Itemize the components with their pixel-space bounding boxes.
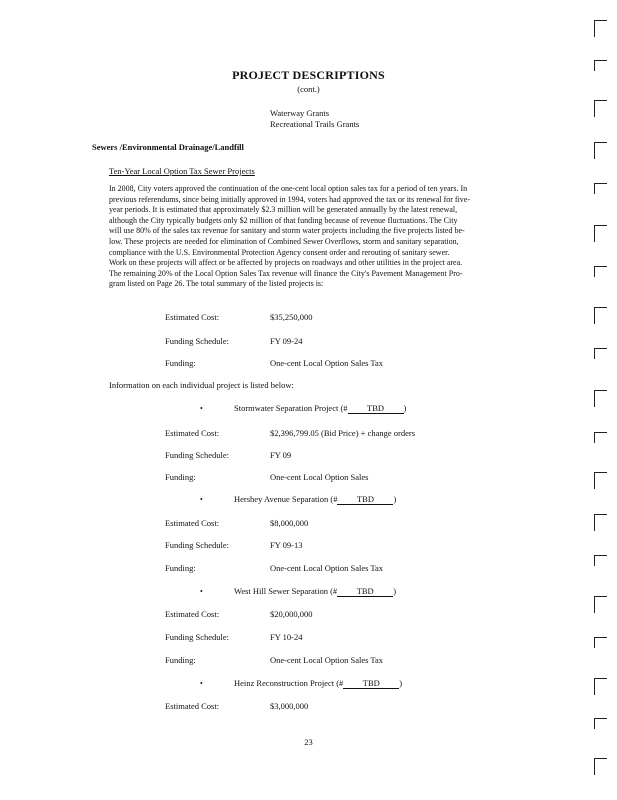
binder-tab-mark — [594, 472, 607, 489]
project-close: ) — [393, 586, 397, 596]
paragraph-line: although the City typically budgets only $2 million of that funding because of revenue fluctuations. The City — [109, 215, 458, 225]
project-close: ) — [393, 494, 397, 504]
project-name: Heinz Reconstruction Project (# — [234, 678, 344, 688]
binder-tab-mark — [594, 100, 607, 117]
project-funding-value: One-cent Local Option Sales — [270, 472, 369, 482]
summary-funding-value: One-cent Local Option Sales Tax — [270, 358, 384, 368]
project-tbd: TBD — [348, 403, 404, 414]
binder-tab-mark — [594, 514, 607, 531]
project-schedule-label: Funding Schedule: — [165, 540, 229, 550]
project-name: Stormwater Separation Project (# — [234, 403, 348, 413]
project-close: ) — [399, 678, 403, 688]
project-name: Hershey Avenue Separation (# — [234, 494, 338, 504]
binder-tab-mark — [594, 718, 607, 729]
intro-paragraph — [109, 184, 562, 290]
summary-funding-label: Funding: — [165, 358, 196, 368]
paragraph-line: Work on these projects will affect or be affected by projects on roadways and other utilities in the project area. — [109, 258, 463, 268]
project-funding-label: Funding: — [165, 472, 196, 482]
info-line: Information on each individual project is listed below: — [109, 380, 294, 390]
binder-tab-mark — [594, 266, 607, 277]
project-cost-value: $8,000,000 — [270, 518, 309, 528]
project-title — [234, 678, 402, 689]
page-subtitle: (cont.) — [297, 84, 320, 94]
bullet-dot-icon: • — [200, 679, 203, 688]
binder-tab-mark — [594, 596, 607, 613]
project-schedule-label: Funding Schedule: — [165, 632, 229, 642]
binder-tab-mark — [594, 183, 607, 194]
project-schedule-label: Funding Schedule: — [165, 450, 229, 460]
project-tbd: TBD — [343, 678, 399, 689]
project-title — [234, 586, 396, 597]
project-funding-value: One-cent Local Option Sales Tax — [270, 655, 384, 665]
project-cost-value: $20,000,000 — [270, 609, 313, 619]
binder-tab-mark — [594, 678, 607, 695]
paragraph-line: compliance with the U.S. Environmental Protection Agency consent order and rerouting of sanitary sewer. — [109, 247, 450, 257]
bullet-dot-icon: • — [200, 404, 203, 413]
binder-tab-mark — [594, 432, 607, 443]
project-name: West Hill Sewer Separation (# — [234, 586, 338, 596]
paragraph-line: In 2008, City voters approved the continuation of the one-cent local option sales tax for a period of ten years. In — [109, 184, 468, 193]
project-schedule-value: FY 09 — [270, 450, 292, 460]
summary-schedule-value: FY 09-24 — [270, 336, 303, 346]
grant-item: Waterway Grants — [270, 108, 330, 118]
page-title: PROJECT DESCRIPTIONS — [232, 68, 385, 82]
project-title — [234, 494, 396, 505]
project-cost-value: $3,000,000 — [270, 701, 309, 711]
summary-cost-value: $35,250,000 — [270, 312, 313, 322]
binder-tab-mark — [594, 225, 607, 242]
binder-tab-mark — [594, 20, 607, 37]
project-close: ) — [403, 403, 407, 413]
project-cost-label: Estimated Cost: — [165, 428, 220, 438]
binder-tab-mark — [594, 348, 607, 359]
bullet-dot-icon: • — [200, 587, 203, 596]
project-tbd: TBD — [337, 586, 393, 597]
project-funding-label: Funding: — [165, 563, 196, 573]
project-cost-label: Estimated Cost: — [165, 701, 220, 711]
binder-tab-mark — [594, 390, 607, 407]
grant-item: Recreational Trails Grants — [270, 119, 360, 129]
project-schedule-value: FY 09-13 — [270, 540, 303, 550]
paragraph-line: low. These projects are needed for elimination of Combined Sewer Overflows, storm and sanitary separation, — [109, 236, 459, 246]
binder-tab-mark — [594, 555, 607, 566]
page-number: 23 — [304, 737, 313, 747]
bullet-dot-icon: • — [200, 495, 203, 504]
project-cost-value: $2,396,799.05 (Bid Price) + change orders — [270, 428, 416, 438]
paragraph-line: The remaining 20% of the Local Option Sales Tax revenue will finance the City's Pavement Management Pro- — [109, 268, 463, 278]
paragraph-line: gram listed on Page 26. The total summary of the listed projects is: — [109, 279, 324, 289]
project-schedule-value: FY 10-24 — [270, 632, 303, 642]
paragraph-line: previous referendums, since being initially approved in 1994, voters had approved the tax or its renewal for five- — [109, 194, 470, 204]
section-subheading: Ten-Year Local Option Tax Sewer Projects — [109, 166, 255, 176]
binder-tab-mark — [594, 637, 607, 648]
project-tbd: TBD — [337, 494, 393, 505]
binder-tab-mark — [594, 307, 607, 324]
project-funding-label: Funding: — [165, 655, 196, 665]
section-heading: Sewers /Environmental Drainage/Landfill — [92, 142, 244, 152]
binder-tab-mark — [594, 142, 607, 159]
project-funding-value: One-cent Local Option Sales Tax — [270, 563, 384, 573]
summary-cost-label: Estimated Cost: — [165, 312, 220, 322]
summary-schedule-label: Funding Schedule: — [165, 336, 229, 346]
project-title — [234, 403, 406, 414]
binder-tab-mark — [594, 60, 607, 71]
binder-tab-mark — [594, 758, 607, 775]
paragraph-line: year periods. It is estimated that approximately $2.3 million will be generated annually by the latest renewal, — [109, 205, 458, 215]
paragraph-line: will use 80% of the sales tax revenue for sanitary and storm water projects including the five projects listed be- — [109, 226, 465, 236]
project-cost-label: Estimated Cost: — [165, 609, 220, 619]
project-cost-label: Estimated Cost: — [165, 518, 220, 528]
